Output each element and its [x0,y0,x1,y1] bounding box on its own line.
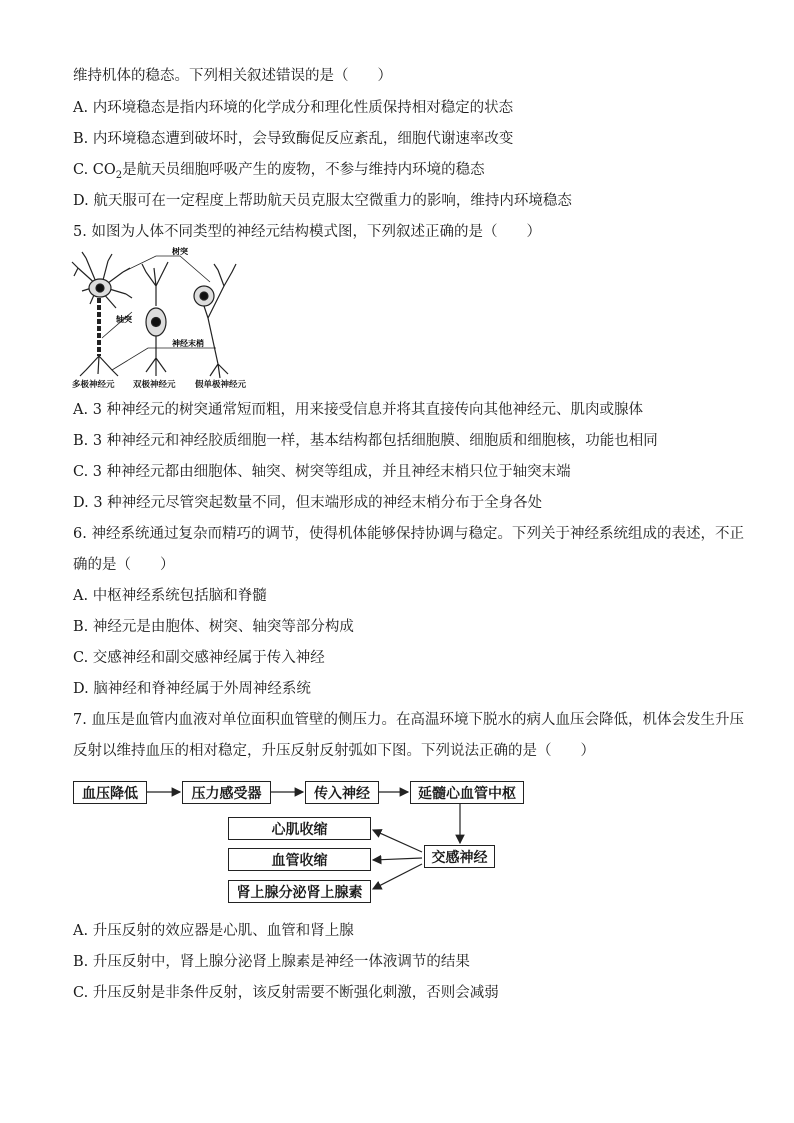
box-medulla-center: 延髓心血管中枢 [410,781,524,804]
label-terminal: 神经末梢 [172,339,204,348]
q5-stem: 5. 如图为人体不同类型的神经元结构模式图，下列叙述正确的是（ ） [73,224,541,240]
q4-option-c: C. $CO_2$是航天员细胞呼吸产生的废物，不参与维持内环境的稳态 [73,162,485,181]
pseudounipolar-neuron [194,264,236,378]
box-bp-drop: 血压降低 [73,781,147,804]
arrow-to-vessel [373,858,422,860]
q4-option-a: A. 内环境稳态是指内环境的化学成分和理化性质保持相对稳定的状态 [73,100,514,116]
q6-stem-line2: 确的是（ ） [73,557,175,573]
q7-option-c: C. 升压反射是非条件反射，该反射需要不断强化刺激，否则会减弱 [73,985,499,1001]
box-heart-contraction: 心肌收缩 [228,817,371,840]
multipolar-neuron [72,252,132,376]
q6-stem-line1: 6. 神经系统通过复杂而精巧的调节，使得机体能够保持协调与稳定。下列关于神经系统组成的表述，不正 [73,526,744,542]
q7-stem-line1: 7. 血压是血管内血液对单位面积血管壁的侧压力。在高温环境下脱水的病人血压会降低，机体会发生升压 [73,712,744,728]
q5-option-d: D. 3 种神经元尽管突起数量不同，但末端形成的神经末梢分布于全身各处 [73,495,543,511]
bipolar-neuron [142,262,168,376]
caption-multipolar: 多极神经元 [72,380,115,390]
q7-option-b: B. 升压反射中，肾上腺分泌肾上腺素是神经一体液调节的结果 [73,954,470,970]
caption-bipolar: 双极神经元 [133,380,176,390]
q5-option-a: A. 3 种神经元的树突通常短而粗，用来接受信息并将其直接传向其他神经元、肌肉或腺体 [73,402,644,418]
box-vessel-contraction: 血管收缩 [228,848,371,871]
neuron-diagram [68,246,268,396]
q6-option-a: A. 中枢神经系统包括脑和脊髓 [73,588,267,604]
q4-option-d: D. 航天服可在一定程度上帮助航天员克服太空微重力的影响，维持内环境稳态 [73,193,572,209]
q4-option-b: B. 内环境稳态遭到破坏时，会导致酶促反应紊乱，细胞代谢速率改变 [73,131,514,147]
q5-option-b: B. 3 种神经元和神经胶质细胞一样，基本结构都包括细胞膜、细胞质和细胞核，功能也相同 [73,433,658,449]
q7-stem-line2: 反射以维持血压的相对稳定，升压反射反射弧如下图。下列说法正确的是（ ） [73,743,595,759]
caption-pseudounipolar: 假单极神经元 [195,380,247,390]
box-sympathetic-nerve: 交感神经 [424,845,495,868]
q4-stem: 维持机体的稳态。下列相关叙述错误的是（ ） [73,68,392,84]
label-dendrite: 树突 [172,247,188,256]
box-baroreceptor: 压力感受器 [182,781,271,804]
q6-option-b: B. 神经元是由胞体、树突、轴突等部分构成 [73,619,354,635]
q6-option-d: D. 脑神经和脊神经属于外周神经系统 [73,681,311,697]
q6-option-c: C. 交感神经和副交感神经属于传入神经 [73,650,325,666]
arrow-to-heart [373,830,422,852]
box-afferent-nerve: 传入神经 [305,781,379,804]
label-axon: 轴突 [116,315,132,324]
q5-option-c: C. 3 种神经元都由细胞体、轴突、树突等组成，并且神经末梢只位于轴突末端 [73,464,571,480]
arrow-to-adrenal [373,864,422,889]
box-adrenal-secretion: 肾上腺分泌肾上腺素 [228,880,371,903]
q7-option-a: A. 升压反射的效应器是心肌、血管和肾上腺 [73,923,354,939]
